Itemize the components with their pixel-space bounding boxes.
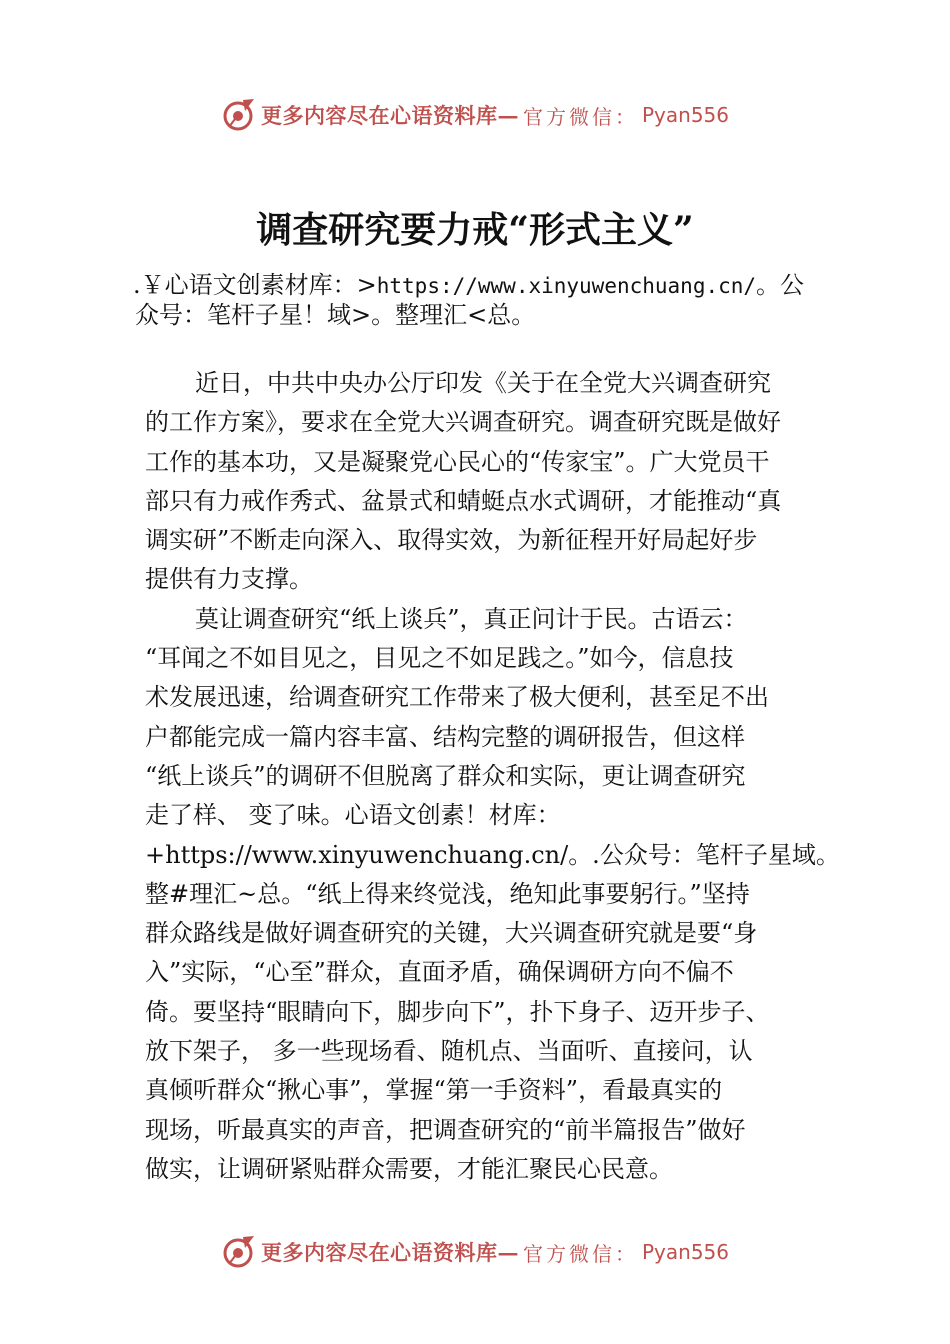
body-line: 户都能完成一篇内容丰富、结构完整的调研报告，但这样	[145, 722, 745, 751]
body-line: 放下架子， 多一些现场看、随机点、当面听、直接问，认	[145, 1037, 753, 1066]
source-url: https://www.xinyuwenchuang.cn/	[376, 274, 757, 298]
body-line: 术发展迅速，给调查研究工作带来了极大便利，甚至足不出	[145, 683, 769, 712]
body-line: 走了样、 变了味。心语文创素！材库：	[145, 801, 561, 830]
banner-tagline: 更多内容尽在心语资料库—	[260, 1240, 519, 1265]
body-line: 的工作方案》，要求在全党大兴调查研究。调查研究既是做好	[145, 408, 781, 437]
body-line: 部只有力戒作秀式、盆景式和蜻蜓点水式调研，才能推动“真	[145, 486, 782, 515]
document-title: 调查研究要力戒“形式主义”	[256, 209, 694, 251]
source-line-1	[133, 270, 833, 301]
banner-tagline: 更多内容尽在心语资料库—	[260, 103, 519, 128]
source-prefix: .￥心语文创素材库：>	[133, 271, 377, 299]
body-line: 倚。要坚持“眼睛向下，脚步向下”，扑下身子、迈开步子、	[145, 997, 770, 1026]
footer-banner	[0, 1232, 950, 1272]
body-line: 工作的基本功，又是凝聚党心民心的“传家宝”。广大党员干	[145, 447, 770, 476]
body-line: 做实，让调研紧贴群众需要，才能汇聚民心民意。	[145, 1154, 673, 1183]
body-line: 整#理汇~总。“纸上得来终觉浅，绝知此事要躬行。”坚持	[145, 879, 750, 908]
body-line: 真倾听群众“揪心事”，掌握“第一手资料”，看最真实的	[145, 1076, 723, 1105]
body-line: 调实研”不断走向深入、取得实效，为新征程开好局起好步	[145, 526, 758, 555]
source-suffix: 。公	[756, 271, 805, 299]
quill-logo-icon	[221, 1234, 257, 1270]
banner-wechat-id: Pyan556	[641, 103, 729, 127]
body-line: 近日，中共中央办公厅印发《关于在全党大兴调查研究	[195, 369, 771, 397]
body-line: 群众路线是做好调查研究的关键，大兴调查研究就是要“身	[145, 919, 758, 948]
body-line: “耳闻之不如目见之，目见之不如足践之。”如今，信息技	[145, 644, 734, 673]
body-line: “纸上谈兵”的调研不但脱离了群众和实际，更让调查研究	[145, 761, 746, 790]
body-line: 入”实际，“心至”群众，直面矛盾，确保调研方向不偏不	[145, 958, 734, 987]
body-line-url: +https://www.xinyuwenchuang.cn/。.公众号：笔杆子星域。	[145, 840, 840, 869]
header-banner	[0, 95, 950, 135]
banner-wechat-label: 官方微信：	[522, 1241, 638, 1266]
source-line-2: 众号：笔杆子星！域>。整理汇<总。	[135, 301, 536, 329]
body-line: 莫让调查研究“纸上谈兵”，真正问计于民。古语云：	[195, 604, 748, 633]
banner-wechat-id: Pyan556	[641, 1240, 729, 1264]
body-line: 现场，听最真实的声音，把调查研究的“前半篇报告”做好	[145, 1115, 746, 1144]
article-body	[145, 364, 840, 1189]
banner-wechat-label: 官方微信：	[522, 104, 638, 129]
quill-logo-icon	[221, 97, 257, 133]
body-line: 提供有力支撑。	[145, 565, 313, 594]
